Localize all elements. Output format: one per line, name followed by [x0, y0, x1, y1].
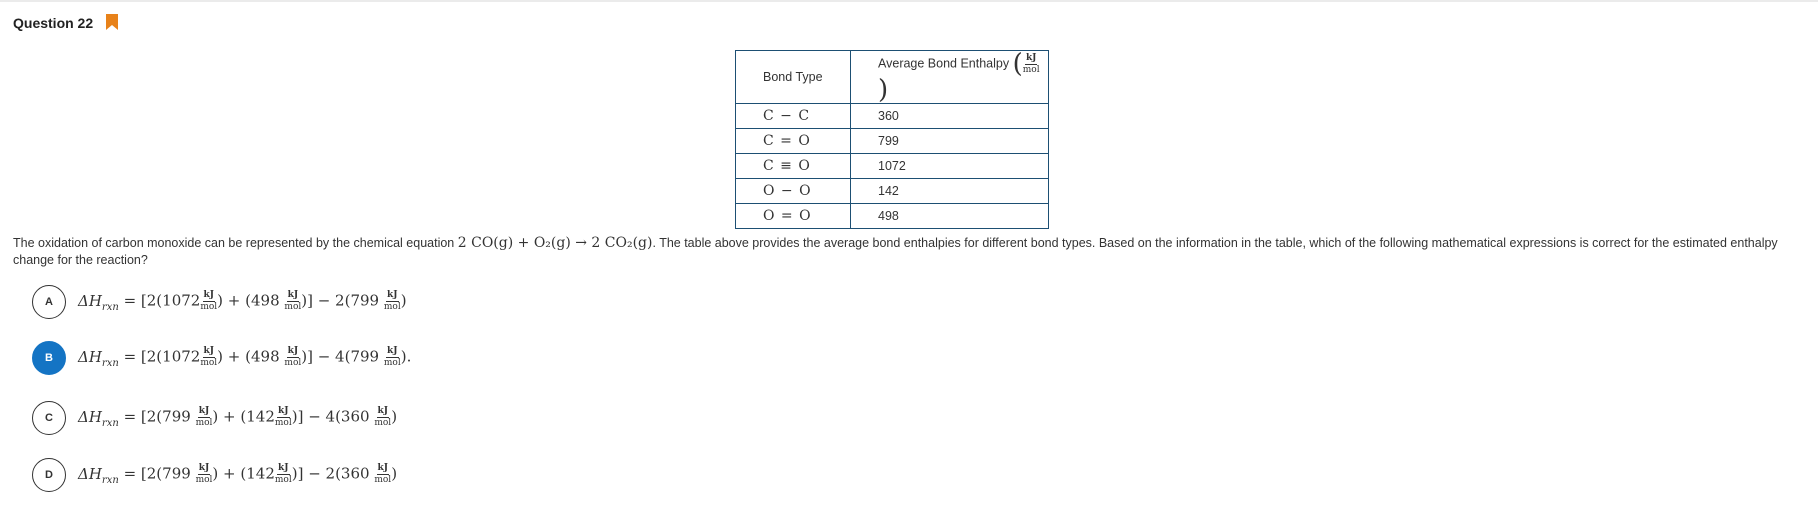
unit-fraction: $\frac{kJ}{\text{mol}}$: [284, 346, 302, 369]
option-c-radio[interactable]: C: [32, 401, 66, 435]
table-row: [736, 204, 1049, 229]
table-row: [736, 129, 1049, 154]
paren-open: (: [1012, 49, 1023, 79]
table-row: [736, 104, 1049, 129]
unit-fraction: $\frac{kJ}{\text{mol}}$: [374, 463, 392, 486]
bookmark-icon[interactable]: [106, 14, 120, 31]
header-bond-type: Bond Type: [736, 51, 851, 104]
table-row: [736, 179, 1049, 204]
unit-fraction: [1023, 54, 1040, 75]
stem-text-after: . The table above provides the average bond enthalpies for different bond types. Based on the information in the table, which of the following mathematical expressions is correct for the estimated enthalpy change for the reaction?: [13, 236, 1778, 267]
question-header: [13, 14, 120, 31]
unit-fraction: $\frac{kJ}{\text{mol}}$: [274, 406, 292, 429]
expr-lhs: $\Delta H_{rxn}$: [78, 407, 119, 429]
header-enthalpy-label: Average Bond Enthalpy: [878, 56, 1010, 71]
bond-cell: C = O: [736, 129, 851, 154]
unit-fraction: $\frac{kJ}{\text{mol}}$: [374, 406, 392, 429]
value-cell: 498: [851, 204, 1049, 229]
expr-lhs: $\Delta H_{rxn}$: [78, 291, 119, 313]
option-b[interactable]: [32, 341, 411, 375]
unit-den: mol: [1022, 64, 1040, 75]
question-title: Question 22: [13, 14, 94, 31]
option-d-expression: $\Delta H_{rxn} = [2(799$ $\frac{kJ}{\text{mol}}$ ) + (142 $\frac{kJ}{\text{mol}}$ )] − 2(360 $\frac{kJ}{\text{mol}}$ ): [78, 463, 398, 486]
unit-fraction: $\frac{kJ}{\text{mol}}$: [195, 406, 213, 429]
bond-cell: C ≡ O: [736, 154, 851, 179]
option-a-radio[interactable]: A: [32, 285, 66, 319]
unit-fraction: $\frac{kJ}{\text{mol}}$: [383, 346, 401, 369]
unit-fraction: $\frac{kJ}{\text{mol}}$: [284, 290, 302, 313]
value-cell: 1072: [851, 154, 1049, 179]
question-stem: [13, 235, 1803, 269]
top-divider: [0, 0, 1818, 2]
table-row: [736, 154, 1049, 179]
option-a[interactable]: [32, 285, 407, 319]
table-header-row: [736, 51, 1049, 104]
option-b-expression: $\Delta H_{rxn} = [2(1072$ $\frac{kJ}{\text{mol}}$ ) + (498 $\frac{kJ}{\text{mol}}$ )] − 4(799 $\frac{kJ}{\text{mol}}$ ).: [78, 346, 412, 369]
unit-fraction: $\frac{kJ}{\text{mol}}$: [195, 463, 213, 486]
option-b-radio[interactable]: B: [32, 341, 66, 375]
unit-fraction: $\frac{kJ}{\text{mol}}$: [200, 290, 218, 313]
paren-close: ): [878, 75, 889, 105]
option-c-expression: $\Delta H_{rxn} = [2(799$ $\frac{kJ}{\text{mol}}$ ) + (142 $\frac{kJ}{\text{mol}}$ )] − 4(360 $\frac{kJ}{\text{mol}}$ ): [78, 406, 398, 429]
stem-text-before: The oxidation of carbon monoxide can be represented by the chemical equation: [13, 236, 455, 250]
option-c[interactable]: [32, 401, 397, 435]
bond-cell: O − O: [736, 179, 851, 204]
value-cell: 360: [851, 104, 1049, 129]
value-cell: 142: [851, 179, 1049, 204]
header-average-enthalpy: [851, 51, 1049, 104]
option-a-expression: $\Delta H_{rxn} = [2(1072$ $\frac{kJ}{\text{mol}}$ ) + (498 $\frac{kJ}{\text{mol}}$ )] − 2(799 $\frac{kJ}{\text{mol}}$ ): [78, 290, 407, 313]
unit-num: kJ: [1025, 52, 1037, 63]
option-d[interactable]: [32, 458, 397, 492]
unit-fraction: $\frac{kJ}{\text{mol}}$: [383, 290, 401, 313]
bond-cell: O = O: [736, 204, 851, 229]
unit-fraction: $\frac{kJ}{\text{mol}}$: [274, 463, 292, 486]
expr-lhs: $\Delta H_{rxn}$: [78, 347, 119, 369]
expr-lhs: $\Delta H_{rxn}$: [78, 464, 119, 486]
value-cell: 799: [851, 129, 1049, 154]
bond-cell: C − C: [736, 104, 851, 129]
chemical-equation: 2 CO(g) + O₂(g) → 2 CO₂(g): [457, 235, 653, 251]
bond-enthalpy-table: [735, 50, 1049, 229]
unit-fraction: $\frac{kJ}{\text{mol}}$: [200, 346, 218, 369]
option-d-radio[interactable]: D: [32, 458, 66, 492]
